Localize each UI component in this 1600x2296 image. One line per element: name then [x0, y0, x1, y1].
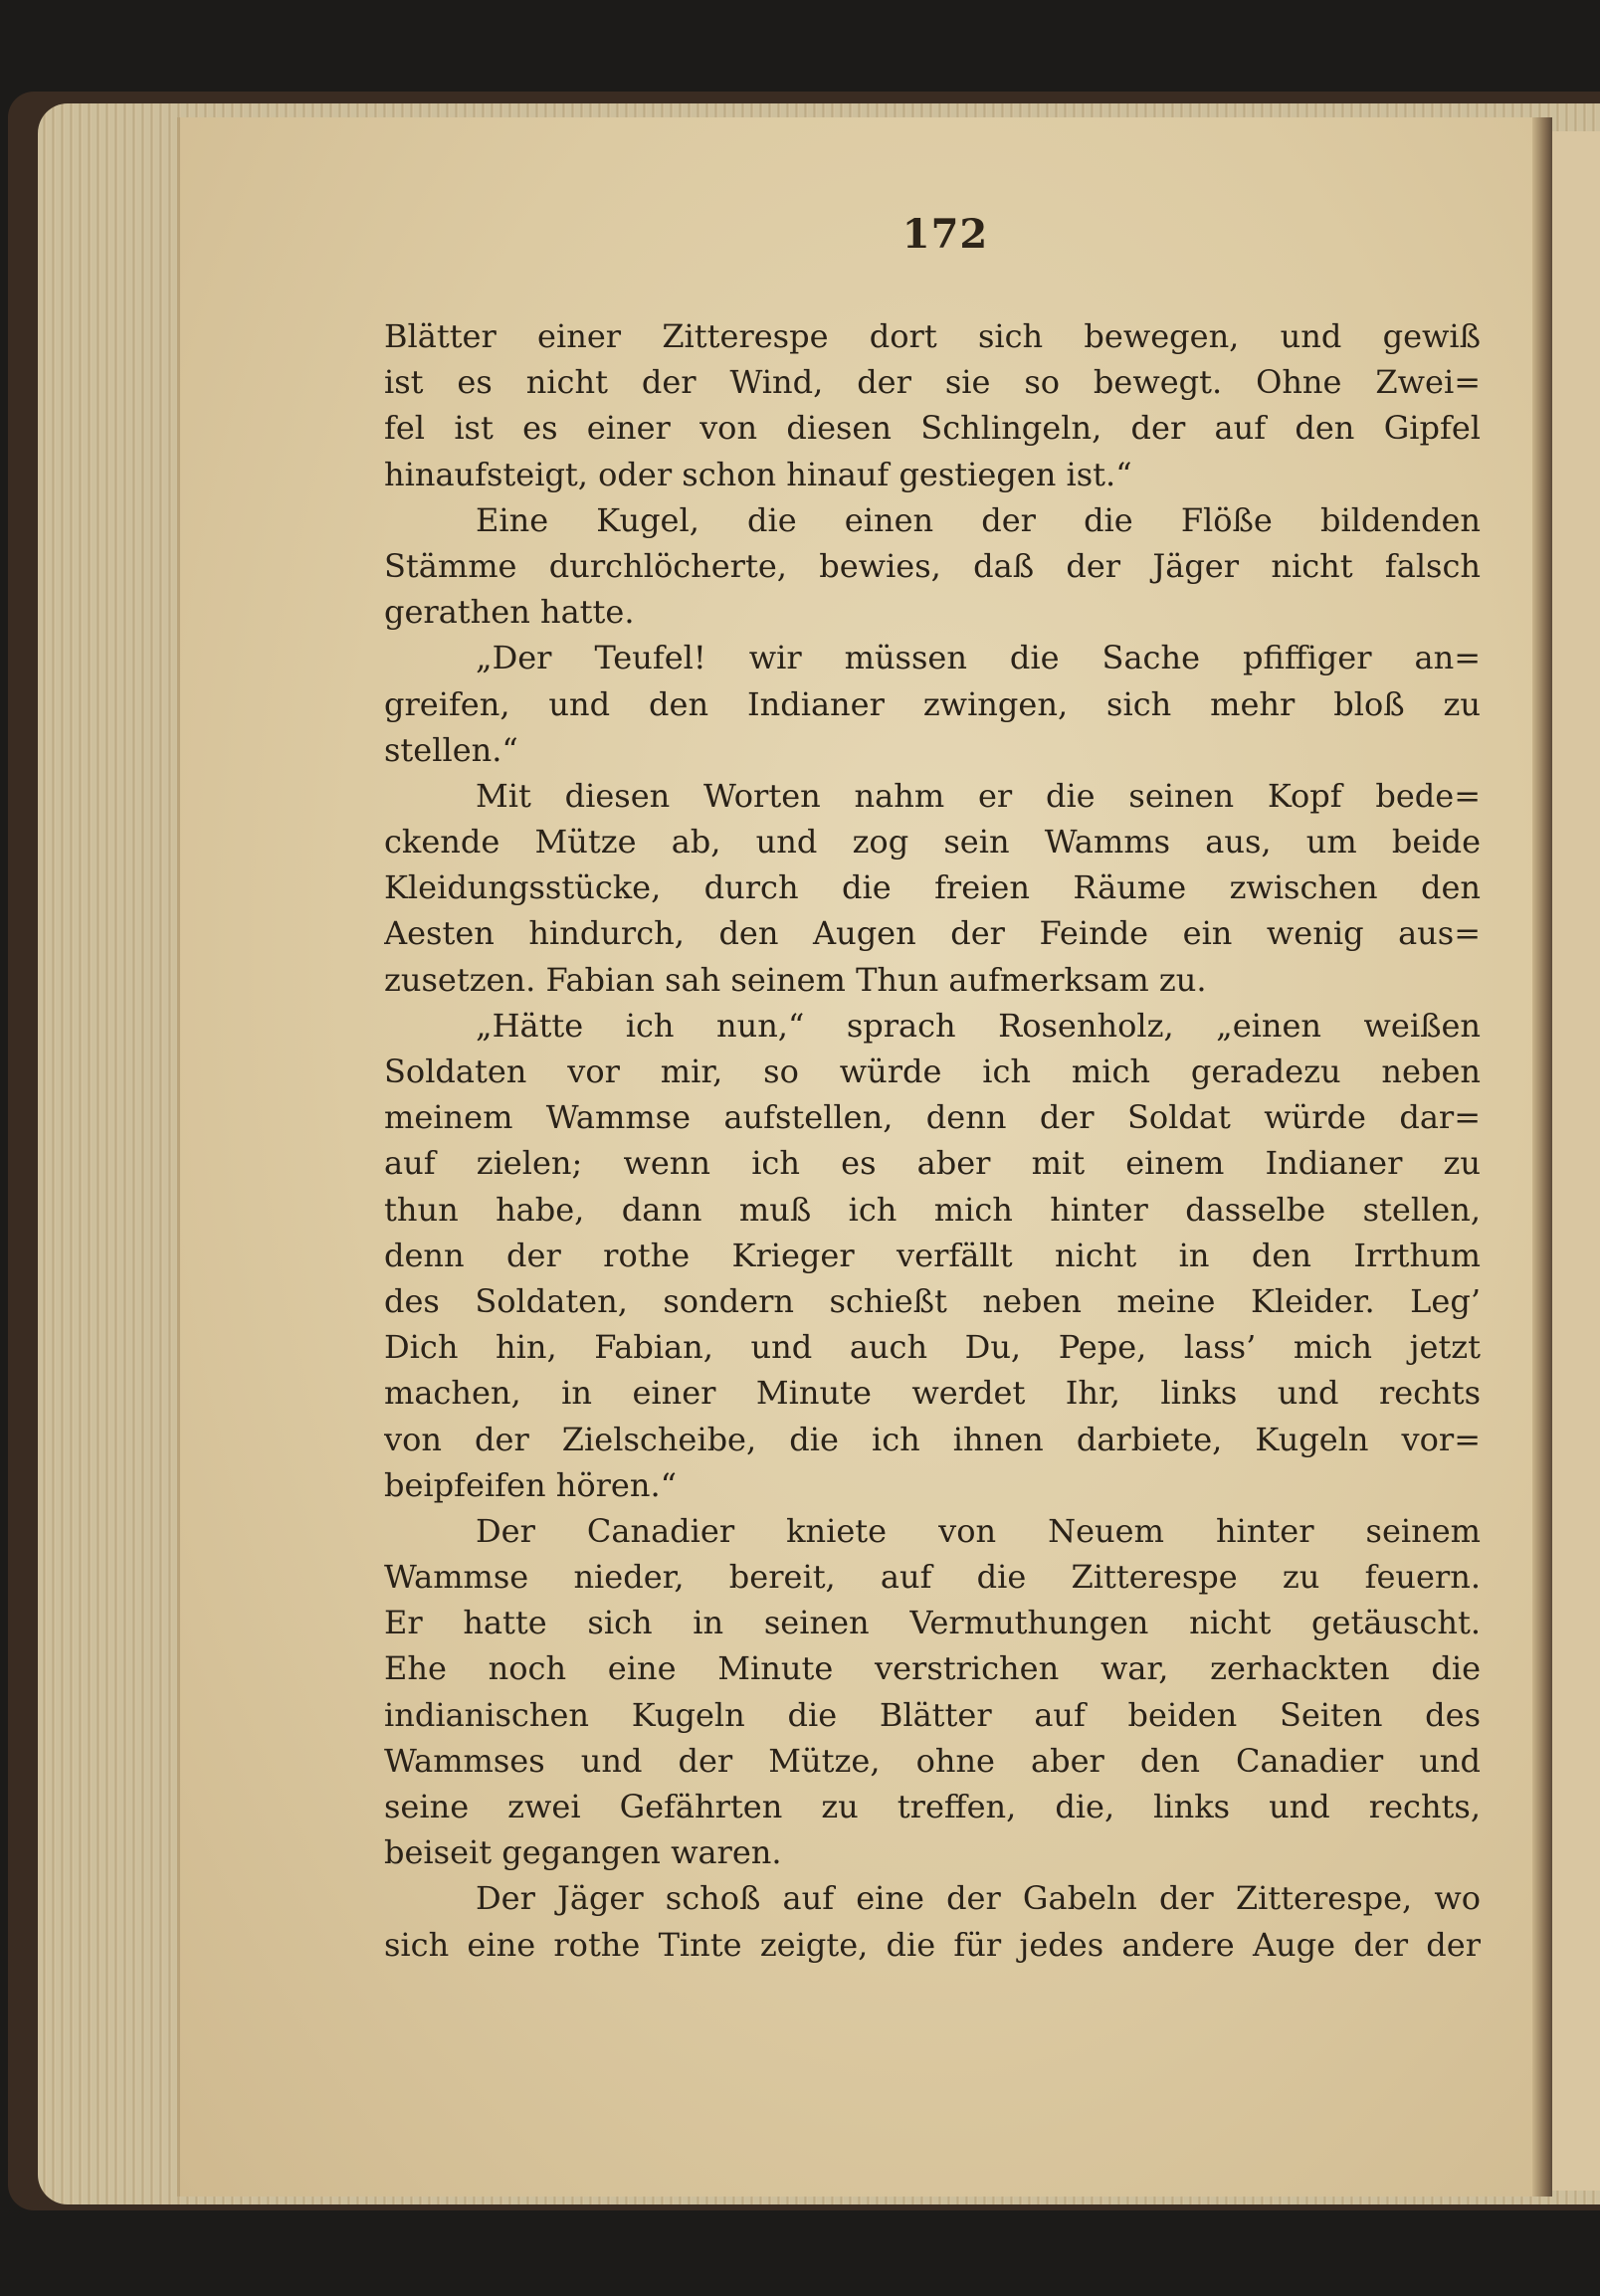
facing-page-edge: [1552, 131, 1600, 2191]
text-line: Er hatte sich in seinen Vermuthungen nicht getäuscht.: [384, 1604, 1481, 1642]
text-line: von der Zielscheibe, die ich ihnen darbiete, Kugeln vor=: [384, 1420, 1481, 1458]
text-line: Mit diesen Worten nahm er die seinen Kopf bede=: [476, 776, 1481, 815]
text-line: Dich hin, Fabian, und auch Du, Pepe, lass’ mich jetzt: [384, 1328, 1481, 1367]
text-line: beiseit gegangen waren.: [384, 1833, 782, 1872]
text-line: Ehe noch eine Minute verstrichen war, zerhackten die: [384, 1649, 1481, 1688]
text-line: seine zwei Gefährten zu treffen, die, links und rechts,: [384, 1788, 1481, 1825]
page-number: 172: [901, 211, 989, 258]
text-line: sich eine rothe Tinte zeigte, die für jedes andere Auge der der: [384, 1925, 1481, 1964]
text-line: „Hätte ich nun,“ sprach Rosenholz, „einen weißen: [476, 1006, 1481, 1045]
text-line: Der Jäger schoß auf eine der Gabeln der Zitterespe, wo: [476, 1879, 1481, 1918]
text-line: Stämme durchlöcherte, bewies, daß der Jäger nicht falsch: [384, 546, 1481, 585]
text-line: denn der rothe Krieger verfällt nicht in den Irrthum: [384, 1236, 1481, 1274]
text-line: Der Canadier kniete von Neuem hinter seinem: [476, 1511, 1481, 1550]
text-line: meinem Wammse aufstellen, denn der Soldat würde dar=: [384, 1098, 1481, 1137]
text-line: Wammse nieder, bereit, auf die Zitterespe zu feuern.: [384, 1558, 1481, 1597]
text-line: Aesten hindurch, den Augen der Feinde ein wenig aus=: [384, 914, 1481, 953]
text-line: ist es nicht der Wind, der sie so bewegt. Ohne Zwei=: [384, 363, 1481, 402]
body-text: [384, 313, 1481, 1968]
text-line: Blätter einer Zitterespe dort sich bewegen, und gewiß: [384, 317, 1481, 355]
text-line: gerathen hatte.: [384, 593, 635, 632]
text-line: machen, in einer Minute werdet Ihr, links und rechts: [384, 1374, 1481, 1413]
text-line: fel ist es einer von diesen Schlingeln, der auf den Gipfel: [384, 409, 1481, 448]
text-line: ckende Mütze ab, und zog sein Wamms aus, um beide: [384, 823, 1481, 861]
text-line: beipfeifen hören.“: [384, 1465, 677, 1504]
text-line: Soldaten vor mir, so würde ich mich geradezu neben: [384, 1052, 1481, 1090]
text-line: „Der Teufel! wir müssen die Sache pfiffiger an=: [476, 639, 1481, 677]
text-line: greifen, und den Indianer zwingen, sich mehr bloß zu: [384, 684, 1481, 723]
text-line: stellen.“: [384, 730, 518, 769]
text-line: Wammses und der Mütze, ohne aber den Canadier und: [384, 1741, 1481, 1780]
text-line: indianischen Kugeln die Blätter auf beiden Seiten des: [384, 1695, 1481, 1734]
text-line: zusetzen. Fabian sah seinem Thun aufmerksam zu.: [384, 960, 1207, 999]
text-line: Kleidungsstücke, durch die freien Räume zwischen den: [384, 868, 1481, 907]
book-gutter: [1532, 117, 1552, 2197]
text-line: Eine Kugel, die einen der die Flöße bildenden: [476, 500, 1481, 539]
text-line: auf zielen; wenn ich es aber mit einem Indianer zu: [384, 1144, 1481, 1183]
text-line: thun habe, dann muß ich mich hinter dasselbe stellen,: [384, 1190, 1481, 1229]
text-line: des Soldaten, sondern schießt neben meine Kleider. Leg’: [384, 1281, 1481, 1320]
text-line: hinaufsteigt, oder schon hinauf gestiegen ist.“: [384, 455, 1132, 493]
